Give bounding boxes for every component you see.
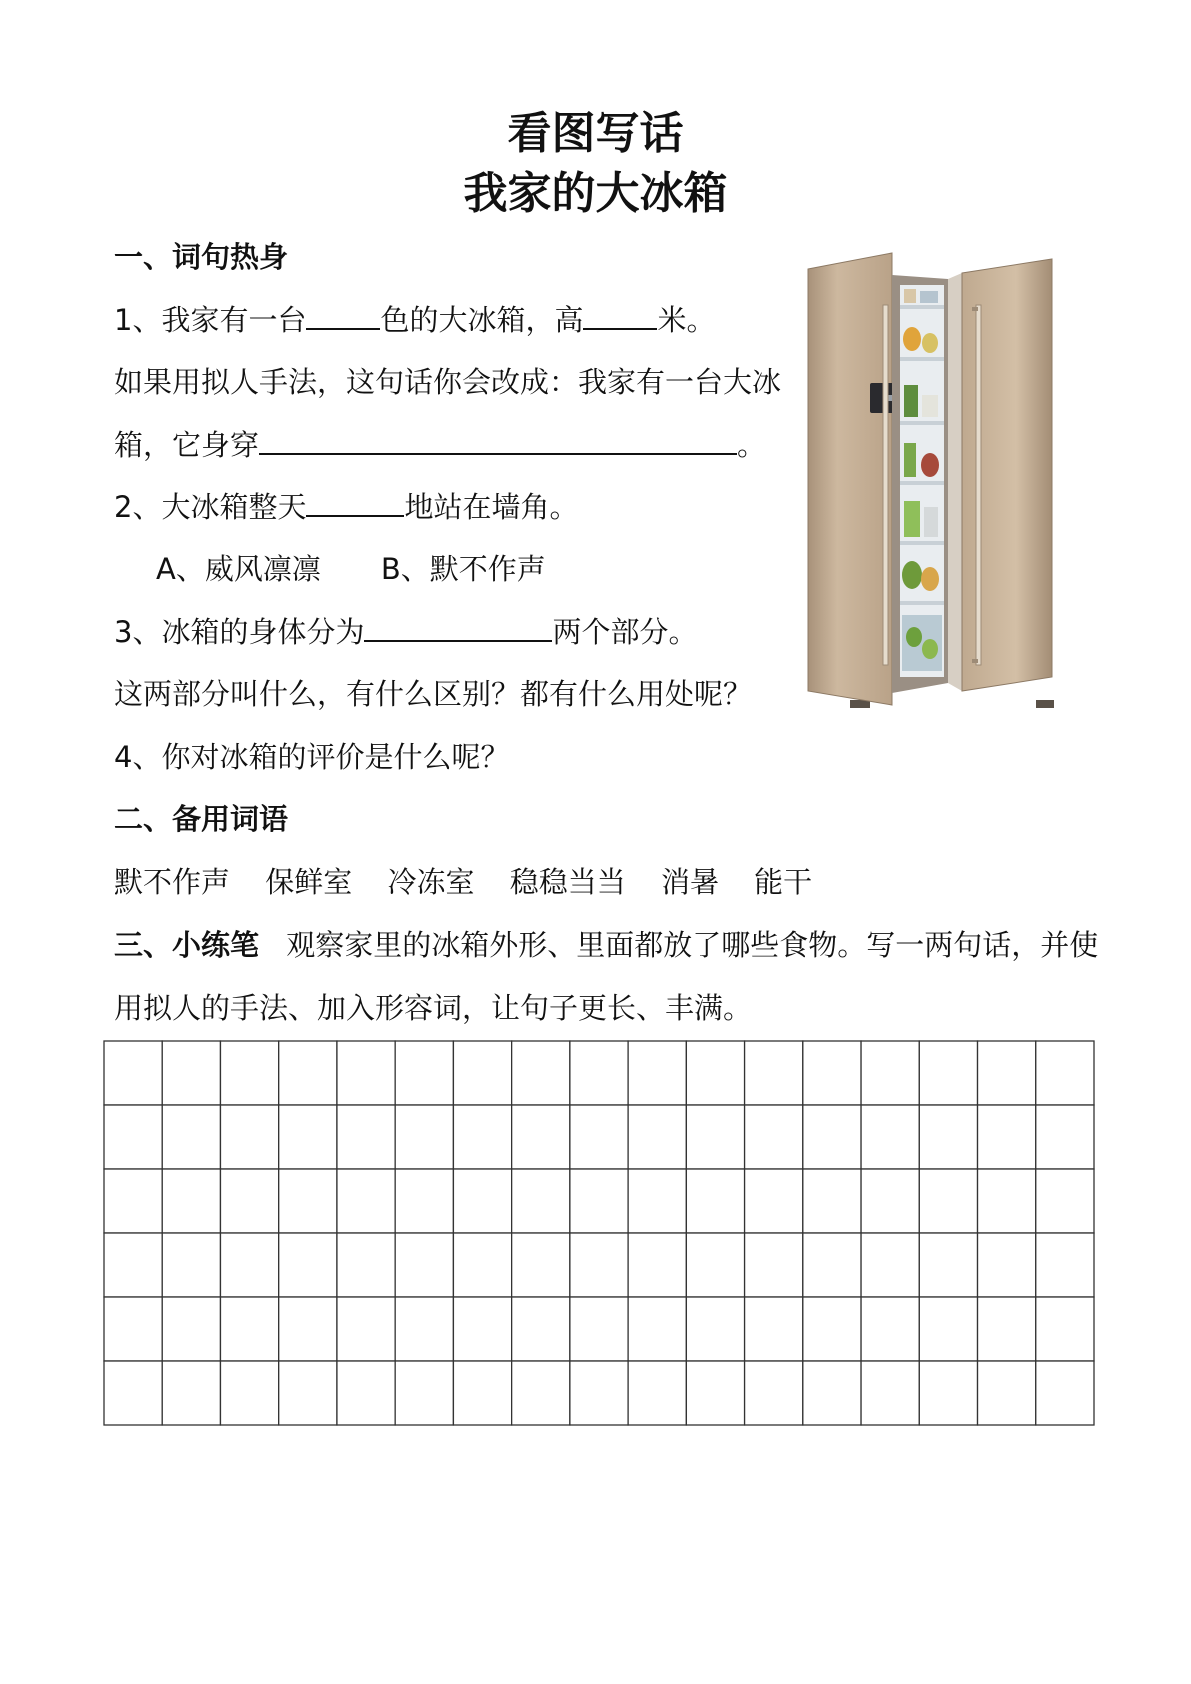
q2-options	[156, 549, 546, 589]
grid-cell[interactable]	[861, 1297, 919, 1361]
grid-cell[interactable]	[570, 1041, 628, 1105]
word-bank-item: 消暑	[660, 865, 719, 899]
q1-line3-text: 箱，它身穿	[114, 428, 260, 462]
grid-cell[interactable]	[686, 1105, 744, 1169]
grid-cell[interactable]	[395, 1297, 453, 1361]
grid-cell[interactable]	[803, 1233, 861, 1297]
question-4: 4、你对冰箱的评价是什么呢？	[114, 740, 510, 774]
section1-heading: 一、词句热身	[114, 240, 289, 274]
q1-line3-end: 。	[737, 428, 767, 462]
grid-cell[interactable]	[220, 1233, 278, 1297]
grid-cell[interactable]	[978, 1297, 1036, 1361]
grid-cell[interactable]	[337, 1297, 395, 1361]
grid-cell[interactable]	[279, 1105, 337, 1169]
section3-line1	[114, 925, 1098, 965]
word-bank	[114, 862, 838, 902]
grid-cell[interactable]	[1036, 1297, 1094, 1361]
grid-cell[interactable]	[220, 1105, 278, 1169]
q1-personify-blank	[259, 425, 737, 455]
grid-cell[interactable]	[453, 1361, 511, 1425]
grid-cell[interactable]	[628, 1297, 686, 1361]
grid-cell[interactable]	[104, 1041, 162, 1105]
grid-cell[interactable]	[395, 1169, 453, 1233]
grid-cell[interactable]	[162, 1169, 220, 1233]
grid-cell[interactable]	[570, 1297, 628, 1361]
question-2	[114, 487, 578, 527]
grid-cell[interactable]	[162, 1297, 220, 1361]
grid-cell[interactable]	[803, 1105, 861, 1169]
grid-cell[interactable]	[395, 1233, 453, 1297]
q1-line2: 如果用拟人手法，这句话你会改成：我家有一台大冰	[114, 365, 782, 399]
grid-cell[interactable]	[512, 1361, 570, 1425]
grid-cell[interactable]	[745, 1297, 803, 1361]
grid-cell[interactable]	[861, 1361, 919, 1425]
grid-cell[interactable]	[512, 1233, 570, 1297]
grid-cell[interactable]	[861, 1105, 919, 1169]
grid-cell[interactable]	[1036, 1105, 1094, 1169]
q2-blank	[306, 487, 404, 517]
q2-option-a: A、威风凛凛	[156, 552, 321, 586]
section3-instruction-1: 观察家里的冰箱外形、里面都放了哪些食物。写一两句话，并使	[286, 928, 1099, 962]
section3-heading: 三、小练笔	[114, 928, 260, 962]
grid-cell[interactable]	[803, 1361, 861, 1425]
grid-cell[interactable]	[104, 1297, 162, 1361]
grid-cell[interactable]	[337, 1105, 395, 1169]
grid-cell[interactable]	[337, 1041, 395, 1105]
grid-cell[interactable]	[1036, 1169, 1094, 1233]
grid-cell[interactable]	[512, 1297, 570, 1361]
grid-cell[interactable]	[628, 1169, 686, 1233]
worksheet-title: 看图写话	[507, 108, 684, 159]
q3-blank	[364, 612, 552, 642]
grid-cell[interactable]	[861, 1233, 919, 1297]
q1-color-blank	[306, 300, 380, 330]
question-1	[114, 300, 715, 340]
q3-text-a: 3、冰箱的身体分为	[114, 615, 365, 649]
worksheet-subtitle: 我家的大冰箱	[463, 168, 728, 219]
q1-height-blank	[583, 300, 657, 330]
grid-cell[interactable]	[628, 1361, 686, 1425]
grid-cell[interactable]	[162, 1105, 220, 1169]
grid-cell[interactable]	[104, 1169, 162, 1233]
q2-text-a: 2、大冰箱整天	[114, 490, 307, 524]
grid-cell[interactable]	[861, 1169, 919, 1233]
word-bank-item: 默不作声	[114, 865, 231, 899]
grid-cell[interactable]	[220, 1041, 278, 1105]
q1-text-b: 色的大冰箱，高	[380, 303, 584, 337]
grid-cell[interactable]	[570, 1233, 628, 1297]
grid-cell[interactable]	[570, 1169, 628, 1233]
grid-cell[interactable]	[745, 1233, 803, 1297]
word-bank-item: 稳稳当当	[509, 865, 626, 899]
grid-cell[interactable]	[1036, 1041, 1094, 1105]
grid-cell[interactable]	[395, 1105, 453, 1169]
grid-cell[interactable]	[104, 1361, 162, 1425]
grid-cell[interactable]	[220, 1297, 278, 1361]
grid-cell[interactable]	[220, 1169, 278, 1233]
grid-cell[interactable]	[279, 1169, 337, 1233]
grid-cell[interactable]	[337, 1169, 395, 1233]
grid-cell[interactable]	[919, 1297, 977, 1361]
grid-cell[interactable]	[162, 1233, 220, 1297]
grid-cell[interactable]	[279, 1233, 337, 1297]
q3-text-b: 两个部分。	[552, 615, 698, 649]
grid-cell[interactable]	[745, 1105, 803, 1169]
grid-cell[interactable]	[978, 1233, 1036, 1297]
q2-option-b: B、默不作声	[380, 552, 546, 586]
grid-cell[interactable]	[337, 1361, 395, 1425]
grid-cell[interactable]	[861, 1041, 919, 1105]
grid-cell[interactable]	[628, 1105, 686, 1169]
grid-cell[interactable]	[919, 1233, 977, 1297]
q1-text-c: 米。	[657, 303, 716, 337]
grid-cell[interactable]	[745, 1169, 803, 1233]
grid-cell[interactable]	[978, 1105, 1036, 1169]
grid-cell[interactable]	[686, 1169, 744, 1233]
grid-cell[interactable]	[512, 1105, 570, 1169]
grid-cell[interactable]	[279, 1297, 337, 1361]
grid-cell[interactable]	[919, 1169, 977, 1233]
grid-cell[interactable]	[978, 1361, 1036, 1425]
q1-line3	[114, 425, 766, 465]
grid-cell[interactable]	[395, 1361, 453, 1425]
grid-cell[interactable]	[686, 1233, 744, 1297]
grid-cell[interactable]	[512, 1041, 570, 1105]
section2-heading: 二、备用词语	[114, 802, 289, 836]
grid-cell[interactable]	[104, 1233, 162, 1297]
grid-cell[interactable]	[978, 1169, 1036, 1233]
grid-cell[interactable]	[803, 1297, 861, 1361]
grid-cell[interactable]	[628, 1233, 686, 1297]
grid-cell[interactable]	[1036, 1361, 1094, 1425]
section3-instruction-2: 用拟人的手法、加入形容词，让句子更长、丰满。	[114, 991, 753, 1025]
grid-cell[interactable]	[628, 1041, 686, 1105]
grid-cell[interactable]	[1036, 1233, 1094, 1297]
grid-cell[interactable]	[686, 1297, 744, 1361]
grid-cell[interactable]	[919, 1041, 977, 1105]
refrigerator-illustration	[800, 245, 1075, 715]
grid-cell[interactable]	[162, 1041, 220, 1105]
grid-cell[interactable]	[453, 1169, 511, 1233]
word-bank-item: 冷冻室	[387, 865, 475, 899]
grid-cell[interactable]	[453, 1041, 511, 1105]
grid-cell[interactable]	[803, 1169, 861, 1233]
grid-cell[interactable]	[745, 1361, 803, 1425]
q1-text-a: 1、我家有一台	[114, 303, 307, 337]
grid-cell[interactable]	[453, 1233, 511, 1297]
grid-cell[interactable]	[978, 1041, 1036, 1105]
question-3	[114, 612, 697, 652]
grid-cell[interactable]	[686, 1041, 744, 1105]
grid-cell[interactable]	[279, 1041, 337, 1105]
word-bank-item: 能干	[754, 865, 813, 899]
q3-line2: 这两部分叫什么，有什么区别？都有什么用处呢？	[114, 677, 753, 711]
grid-cell[interactable]	[279, 1361, 337, 1425]
grid-cell[interactable]	[104, 1105, 162, 1169]
grid-cell[interactable]	[512, 1169, 570, 1233]
grid-cell[interactable]	[337, 1233, 395, 1297]
grid-cell[interactable]	[686, 1361, 744, 1425]
grid-cell[interactable]	[919, 1361, 977, 1425]
q2-text-b: 地站在墙角。	[404, 490, 579, 524]
word-bank-item: 保鲜室	[265, 865, 353, 899]
grid-cell[interactable]	[220, 1361, 278, 1425]
grid-cell[interactable]	[453, 1105, 511, 1169]
grid-cell[interactable]	[803, 1041, 861, 1105]
grid-cell[interactable]	[570, 1105, 628, 1169]
grid-cell[interactable]	[919, 1105, 977, 1169]
grid-cell[interactable]	[453, 1297, 511, 1361]
grid-cell[interactable]	[162, 1361, 220, 1425]
grid-cell[interactable]	[570, 1361, 628, 1425]
grid-cell[interactable]	[745, 1041, 803, 1105]
grid-cell[interactable]	[395, 1041, 453, 1105]
writing-grid[interactable]	[103, 1040, 1095, 1426]
